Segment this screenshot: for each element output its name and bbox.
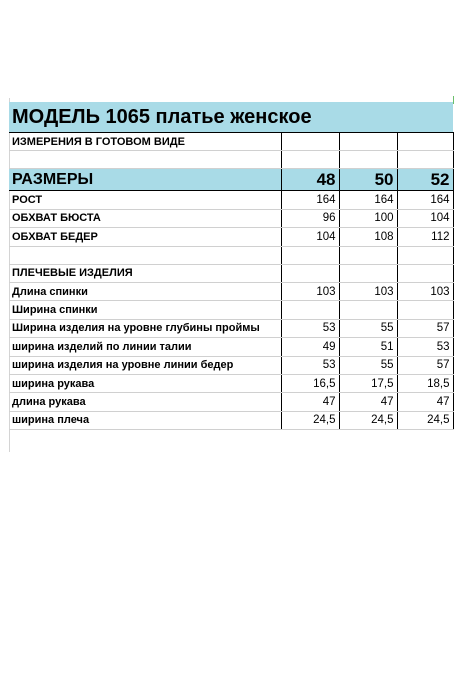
cell-value: 57 [397,356,453,374]
row-label: длина рукава [9,393,281,411]
subtitle: ИЗМЕРЕНИЯ В ГОТОВОМ ВИДЕ [9,133,281,151]
cell-value: 96 [281,209,339,227]
cell-value: 55 [339,319,397,337]
cell-value: 47 [339,393,397,411]
garment-row [9,411,453,429]
row-label: ширина изделия на уровне линии бедер [9,356,281,374]
row-label: ширина изделий по линии талии [9,338,281,356]
cell-value: 51 [339,338,397,356]
blank-row [9,246,453,264]
cell-value: 24,5 [281,411,339,429]
cell-value: 49 [281,338,339,356]
section-row [9,264,453,282]
cell-value: 112 [397,228,453,246]
row-label: ширина плеча [9,411,281,429]
row-label: ОБХВАТ БЮСТА [9,209,281,227]
cell-value [397,301,453,319]
cell-value: 16,5 [281,374,339,392]
garment-row [9,319,453,337]
cell-value: 57 [397,319,453,337]
row-label: Ширина изделия на уровне глубины проймы [9,319,281,337]
cell-value: 53 [397,338,453,356]
row-label: РОСТ [9,191,281,209]
cell-value [281,301,339,319]
section-label: ПЛЕЧЕВЫЕ ИЗДЕЛИЯ [9,264,281,282]
sizes-label: РАЗМЕРЫ [9,169,281,191]
cell-value: 24,5 [397,411,453,429]
measurement-sheet [9,102,453,430]
measurement-table [9,102,454,430]
title-row [9,102,453,133]
size-50: 50 [339,169,397,191]
model-title: МОДЕЛЬ 1065 платье женское [9,102,453,133]
cell-value: 100 [339,209,397,227]
subtitle-row [9,133,453,151]
cell-value: 108 [339,228,397,246]
garment-row [9,282,453,300]
garment-row [9,356,453,374]
garment-row [9,374,453,392]
cell-value: 164 [339,191,397,209]
size-48: 48 [281,169,339,191]
cell-value: 18,5 [397,374,453,392]
body-row [9,191,453,209]
garment-row [9,338,453,356]
garment-row [9,393,453,411]
body-row [9,228,453,246]
row-label: ширина рукава [9,374,281,392]
row-label: ОБХВАТ БЕДЕР [9,228,281,246]
cell-value: 104 [281,228,339,246]
cell-value: 103 [339,282,397,300]
cell-value: 53 [281,356,339,374]
cell-value: 103 [281,282,339,300]
cell-value: 55 [339,356,397,374]
cell-value: 17,5 [339,374,397,392]
cell-value: 164 [281,191,339,209]
garment-row [9,301,453,319]
row-label: Длина спинки [9,282,281,300]
cell-value: 47 [281,393,339,411]
blank-row [9,151,453,169]
sizes-row [9,169,453,191]
row-label: Ширина спинки [9,301,281,319]
cell-value: 47 [397,393,453,411]
body-row [9,209,453,227]
cell-value: 164 [397,191,453,209]
cell-value: 104 [397,209,453,227]
cell-value: 103 [397,282,453,300]
size-52: 52 [397,169,453,191]
cell-value: 24,5 [339,411,397,429]
cell-value [339,301,397,319]
cell-value: 53 [281,319,339,337]
